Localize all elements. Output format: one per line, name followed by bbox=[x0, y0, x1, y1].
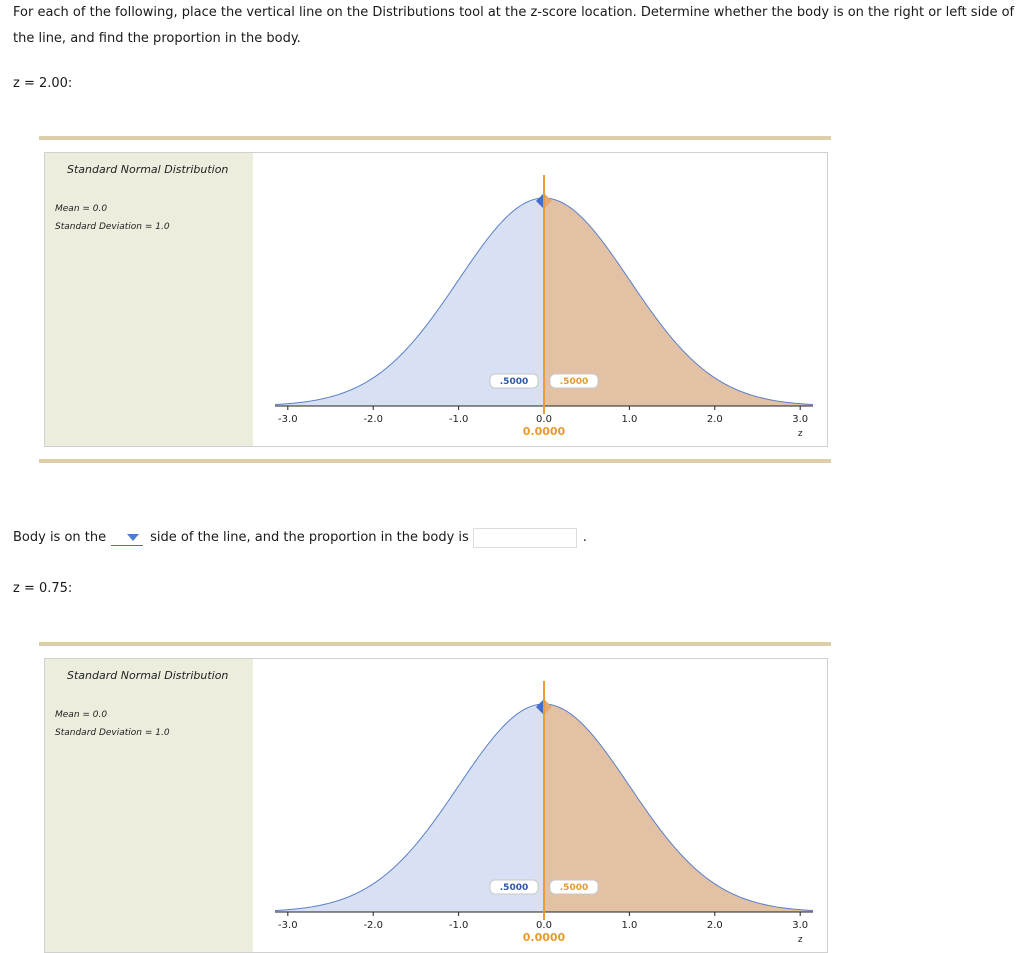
tool-info-panel bbox=[45, 659, 253, 952]
z-axis-label: z bbox=[797, 935, 803, 945]
left-area-value: .5000 bbox=[499, 883, 529, 893]
axis-tick-label: 0.0 bbox=[536, 414, 552, 425]
proportion-input[interactable] bbox=[473, 528, 577, 548]
answer-prefix: Body is on the bbox=[13, 530, 107, 545]
left-area-label bbox=[490, 880, 538, 894]
sd-text: Standard Deviation = 1.0 bbox=[55, 222, 170, 232]
distribution-plot[interactable] bbox=[253, 659, 827, 952]
left-area-value: .5000 bbox=[499, 377, 529, 387]
axis-tick-label: 1.0 bbox=[621, 920, 638, 931]
distribution-title: Standard Normal Distribution bbox=[67, 669, 229, 682]
tool-info-panel bbox=[45, 153, 253, 446]
axis-tick-label: 3.0 bbox=[792, 920, 809, 931]
axis-tick-label: 3.0 bbox=[792, 414, 809, 425]
axis-tick-label: 2.0 bbox=[706, 920, 723, 931]
axis-tick-label: -1.0 bbox=[448, 414, 469, 425]
distribution-tool-1[interactable] bbox=[44, 152, 828, 447]
right-area-value: .5000 bbox=[559, 883, 589, 893]
axis-tick-label: 2.0 bbox=[706, 414, 723, 425]
tool-top-border bbox=[39, 642, 831, 646]
instructions: For each of the following, place the vertical line on the Distributions tool at the z-score location. Determine whether the body is on the right or left side of the line, and find the proportion in the body. bbox=[13, 5, 1015, 46]
right-area-label bbox=[550, 880, 598, 894]
line-z-value: 0.0000 bbox=[522, 425, 566, 438]
chevron-down-icon bbox=[127, 534, 139, 541]
right-area-value: .5000 bbox=[559, 377, 589, 387]
mean-text: Mean = 0.0 bbox=[55, 710, 108, 720]
distribution-plot[interactable] bbox=[253, 153, 827, 446]
answer-middle: side of the line, and the proportion in the body is bbox=[150, 530, 469, 545]
z-axis-label: z bbox=[797, 429, 803, 439]
axis-tick-label: -2.0 bbox=[363, 414, 383, 425]
problem-1-label: z = 2.00: bbox=[13, 76, 73, 91]
distribution-chart[interactable] bbox=[253, 659, 827, 952]
mean-text: Mean = 0.0 bbox=[55, 204, 108, 214]
left-area-label bbox=[490, 374, 538, 388]
line-z-value: 0.0000 bbox=[522, 931, 566, 944]
distribution-title: Standard Normal Distribution bbox=[67, 163, 229, 176]
sd-text: Standard Deviation = 1.0 bbox=[55, 728, 170, 738]
axis-tick-label: -3.0 bbox=[278, 414, 298, 425]
axis-tick-label: 0.0 bbox=[536, 920, 552, 931]
axis-tick-label: 1.0 bbox=[621, 414, 638, 425]
problem-2-label: z = 0.75: bbox=[13, 581, 73, 596]
distribution-chart[interactable] bbox=[253, 153, 827, 446]
right-area-label bbox=[550, 374, 598, 388]
side-dropdown[interactable] bbox=[111, 531, 143, 546]
axis-tick-label: -1.0 bbox=[448, 920, 469, 931]
tool-bottom-border bbox=[39, 459, 831, 463]
axis-tick-label: -2.0 bbox=[363, 920, 383, 931]
answer-suffix: . bbox=[582, 530, 587, 545]
axis-tick-label: -3.0 bbox=[278, 920, 298, 931]
distribution-tool-2[interactable] bbox=[44, 658, 828, 953]
tool-top-border bbox=[39, 136, 831, 140]
answer-row bbox=[13, 528, 587, 548]
